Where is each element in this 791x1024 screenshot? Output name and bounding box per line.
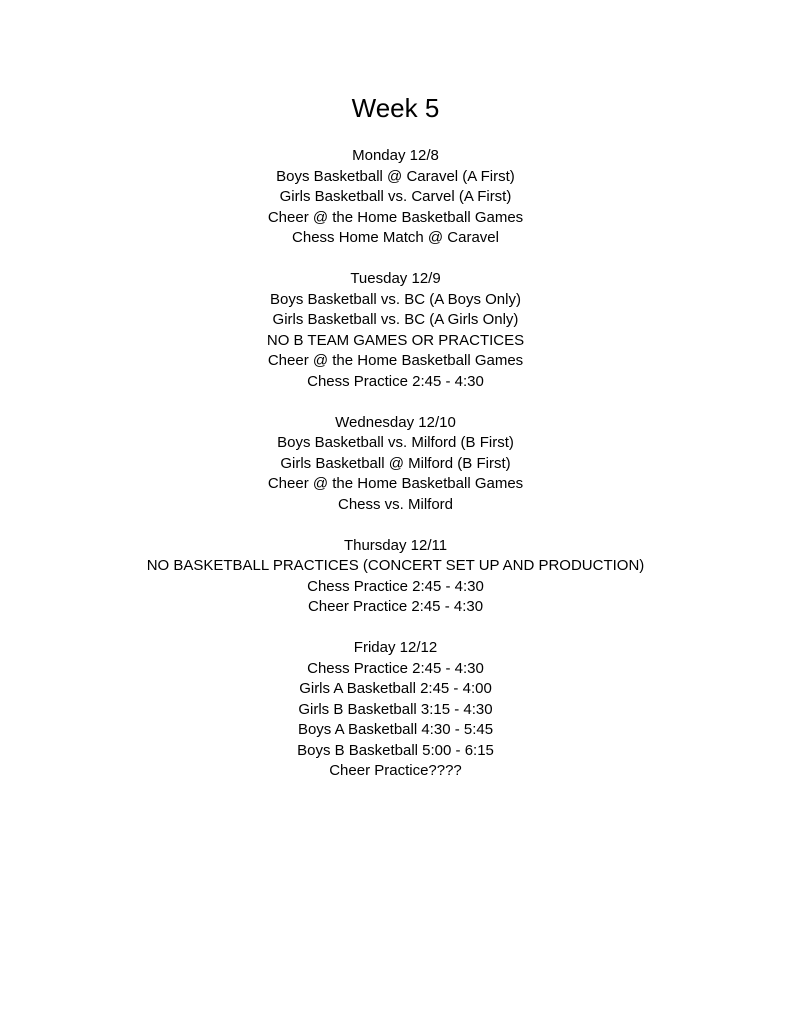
day-heading: Monday 12/8 (352, 147, 439, 164)
event-line: Boys Basketball vs. Milford (B First) (277, 434, 514, 451)
event-line: Girls Basketball @ Milford (B First) (280, 454, 511, 472)
event-line: Boys A Basketball 4:30 - 5:45 (297, 721, 494, 738)
event-line: Cheer Practice 2:45 - 4:30 (307, 598, 484, 615)
day-heading: Friday 12/12 (353, 639, 438, 656)
event-line: Chess Practice 2:45 - 4:30 (307, 659, 484, 677)
event-line: Girls Basketball vs. Carvel (A First) (279, 188, 512, 205)
event-line: Chess Home Match @ Caravel (292, 229, 499, 246)
event-line: Boys Basketball vs. BC (A Boys Only) (270, 290, 521, 308)
event-line: Boys Basketball @ Caravel (A First) (276, 167, 515, 185)
event-line: Girls A Basketball 2:45 - 4:00 (299, 680, 492, 697)
event-line: Chess vs. Milford (337, 495, 454, 513)
day-heading: Tuesday 12/9 (350, 270, 441, 287)
day-heading: Thursday 12/11 (343, 536, 448, 554)
event-line: Girls Basketball vs. BC (A Girls Only) (272, 311, 519, 328)
event-line: Chess Practice 2:45 - 4:30 (307, 372, 484, 390)
event-line: Boys B Basketball 5:00 - 6:15 (297, 741, 494, 759)
event-line: Cheer @ the Home Basketball Games (267, 352, 524, 369)
day-wednesday (0, 413, 791, 516)
event-line: Girls B Basketball 3:15 - 4:30 (298, 700, 493, 718)
day-friday (0, 638, 791, 782)
event-line: Cheer @ the Home Basketball Games (267, 208, 524, 226)
event-line: NO BASKETBALL PRACTICES (CONCERT SET UP AND PRODUCTION) (146, 557, 645, 574)
day-monday (0, 146, 791, 249)
day-thursday (0, 536, 791, 618)
event-line: Chess Practice 2:45 - 4:30 (307, 577, 484, 595)
event-line: Cheer @ the Home Basketball Games (267, 475, 524, 492)
day-tuesday (0, 269, 791, 392)
event-line: Cheer Practice???? (329, 762, 462, 779)
event-line: NO B TEAM GAMES OR PRACTICES (266, 331, 525, 349)
day-heading: Wednesday 12/10 (335, 413, 456, 431)
page-title: Week 5 (351, 93, 440, 123)
schedule (0, 146, 791, 802)
